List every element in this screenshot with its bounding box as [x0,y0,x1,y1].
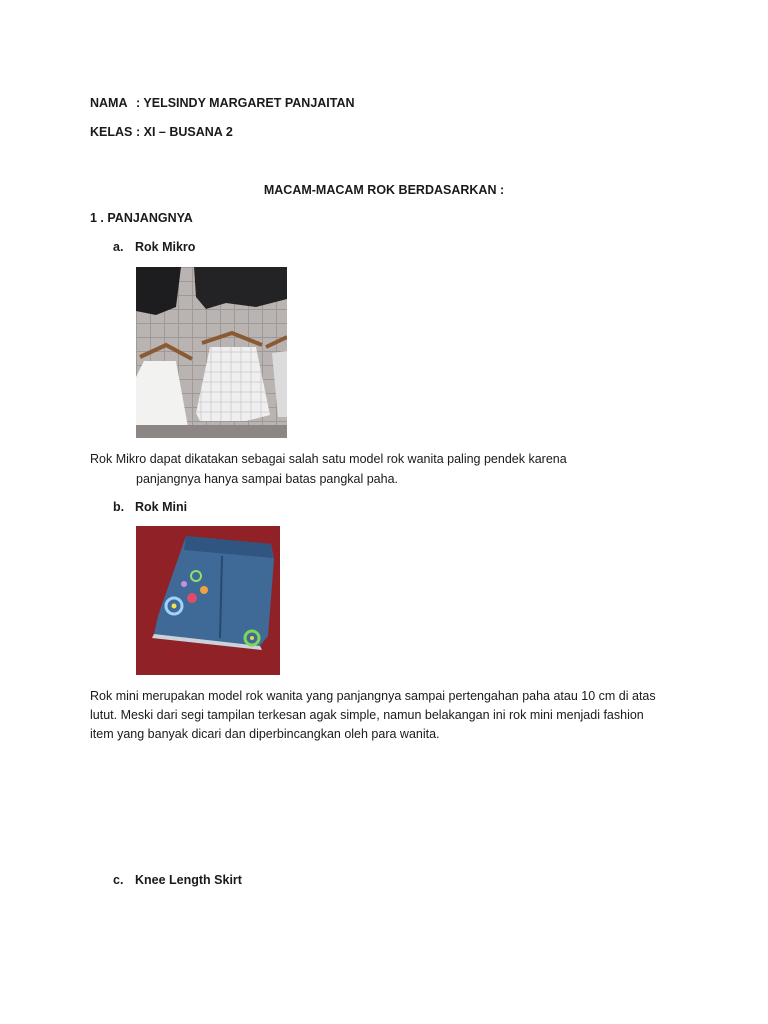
document-title: MACAM-MACAM ROK BERDASARKAN : [263,183,505,197]
item-b-desc-line1: Rok mini merupakan model rok wanita yang panjangnya sampai pertengahan paha atau 10 cm di atas [90,689,656,703]
item-name: Rok Mini [135,500,188,514]
section-heading [90,210,193,226]
item-a-desc-line2: panjangnya hanya sampai batas pangkal paha. [136,472,399,486]
item-name: Rok Mikro [135,240,196,254]
item-a-desc-line1: Rok Mikro dapat dikatakan sebagai salah satu model rok wanita paling pendek karena [90,452,567,466]
item-b-heading [113,499,187,515]
rok-mikro-photo [136,267,287,438]
item-c-heading [113,872,242,888]
item-name: Knee Length Skirt [135,873,242,887]
nama-label: NAMA [90,96,128,110]
kelas-label: KELAS [90,125,133,139]
section-title: PANJANGNYA [107,211,193,225]
item-b-desc-line3: item yang banyak dicari dan diperbincangkan oleh para wanita. [90,727,440,741]
nama-line [90,95,355,111]
section-number: 1 . [90,211,104,225]
nama-value: : YELSINDY MARGARET PANJAITAN [136,96,355,110]
rok-mini-photo [136,526,280,675]
item-b-description [90,687,680,744]
item-marker: a. [113,240,124,254]
item-marker: c. [113,873,124,887]
item-marker: b. [113,500,125,514]
kelas-line [90,124,233,140]
kelas-value: : XI – BUSANA 2 [136,125,233,139]
item-b-desc-line2: lutut. Meski dari segi tampilan terkesan agak simple, namun belakangan ini rok mini menjadi fashion [90,708,644,722]
item-a-heading [113,239,195,255]
